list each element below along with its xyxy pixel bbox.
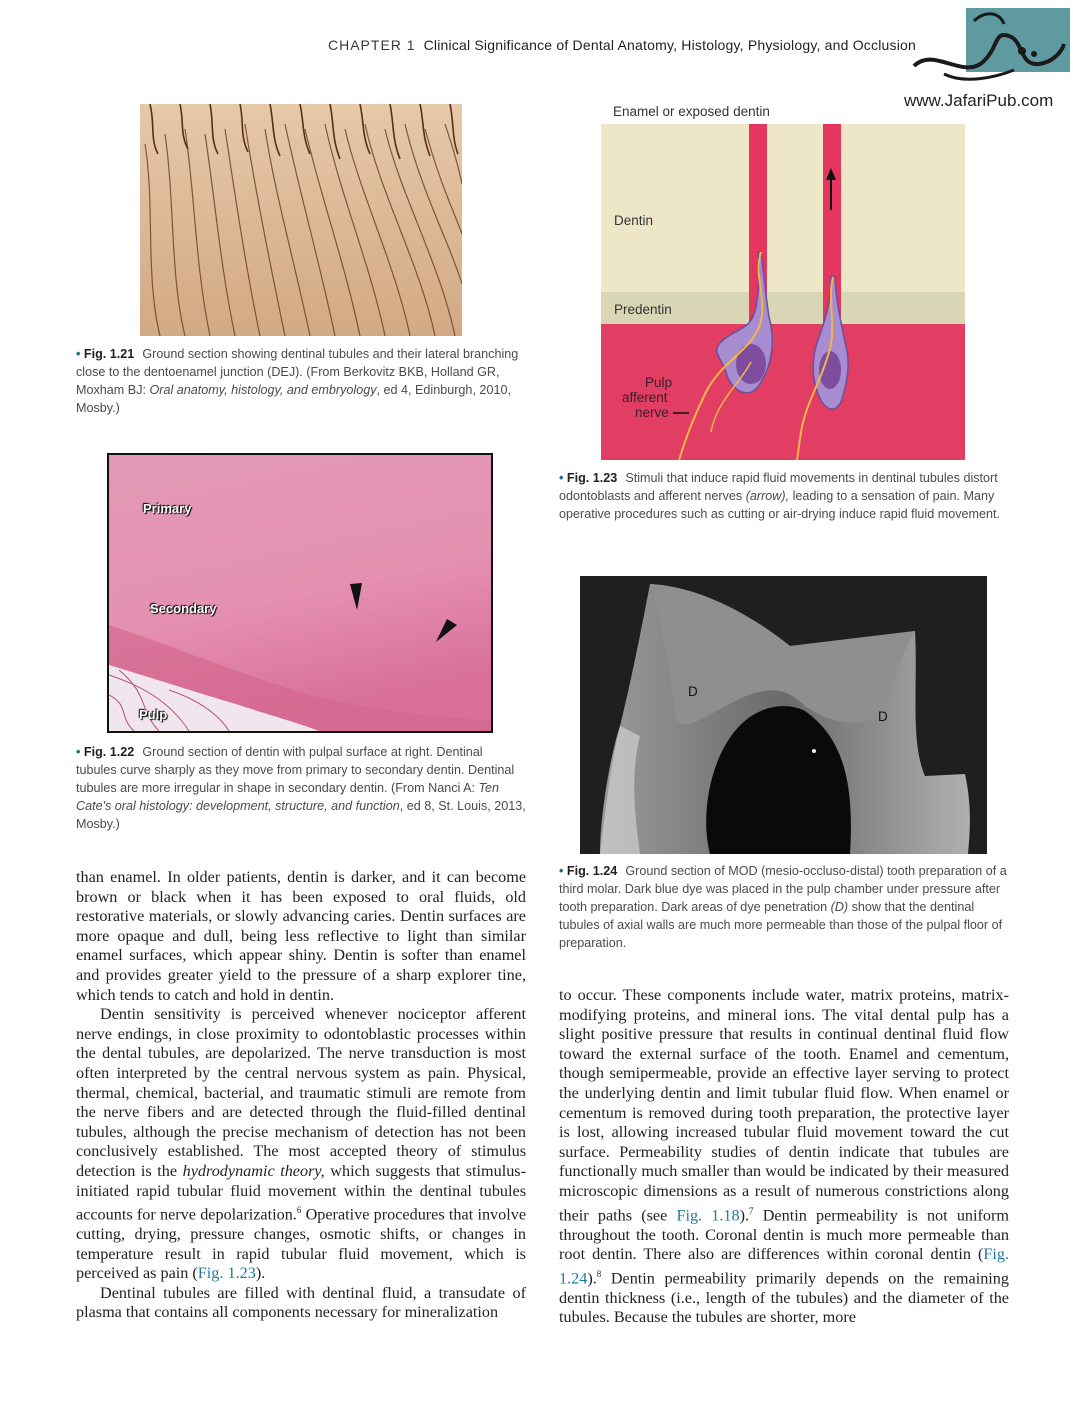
text-run: which suggests that stimulus-initiated rapid tubular fluid movement within the dentinal tubules accounts for nerve depolarization. — [76, 1161, 526, 1224]
label-secondary: Secondary — [150, 601, 217, 616]
label-pulp: Pulp — [139, 707, 168, 722]
caption-text-tail: show that the dentinal tubules of axial walls are much more permeable than those of the pulpal floor of preparation. — [559, 900, 1003, 950]
italic-term: hydrodynamic theory, — [182, 1161, 325, 1180]
figure-link[interactable]: Fig. 1.18 — [676, 1205, 740, 1224]
caption-italic: (arrow), — [745, 489, 790, 503]
text-run: Dentin sensitivity is perceived whenever nociceptor afferent nerve endings, in close proximity to odontoblastic processes within the dental tubules, are depolarized. The nerve transduction is most often interpreted by the central nervous system as pain. Physical, thermal, chemical, bacterial, and traumatic stimuli are remote from the nerve fibers and are detected through the fluid-filled dentinal tubules, although the precise mechanism of detection has not been conclusively established. The most accepted theory of stimulus detection is the — [76, 1005, 526, 1180]
fig-1-23-caption — [559, 469, 1009, 523]
fig-1-22-caption — [76, 743, 526, 833]
caption-book-title: Ten Cate's oral histology: development, structure, and function — [76, 781, 500, 813]
fig-1-24-image — [580, 576, 987, 854]
text-run: Dentin permeability primarily depends on the remaining dentin thickness (i.e., length of the tubules) and the diameter of the tubules. Because the tubules are shorter, more — [559, 1269, 1009, 1327]
paragraph-2 — [76, 1005, 526, 1284]
footnote-ref[interactable]: 6 — [296, 1205, 302, 1216]
text-run: ). — [739, 1205, 750, 1224]
fig-label: Fig. 1.24 — [566, 864, 618, 878]
left-column-text — [76, 868, 526, 1323]
caption-italic: (D) — [830, 900, 849, 914]
label-predentin: Predentin — [614, 302, 672, 317]
caption-text: Ground section of dentin with pulpal surface at right. Dentinal tubules curve sharply as they move from primary to secondary dentin. Dentinal tubules are more irregular in shape in secondary dentin. (From Nanci A: — [76, 745, 515, 795]
fig-1-21-caption — [76, 345, 526, 417]
mod-preparation-photo — [580, 576, 987, 854]
chapter-number: CHAPTER 1 — [328, 37, 416, 53]
caption-bullet-icon: • — [76, 745, 84, 759]
label-dentin: Dentin — [614, 213, 654, 228]
label-primary: Primary — [143, 501, 192, 516]
paragraph-continued — [559, 986, 1009, 1328]
fig-1-23-diagram — [601, 102, 965, 460]
caption-bullet-icon: • — [559, 864, 567, 878]
caption-text-tail: leading to a sensation of pain. Many operative procedures such as cutting or air-drying induce rapid fluid movement. — [559, 489, 1001, 521]
text-run: Operative procedures that involve cutting, drying, pressure changes, osmotic shifts, or changes in temperature result in rapid tubular fluid movement, which is perceived as pain ( — [76, 1205, 526, 1283]
label-d-left: D — [688, 684, 698, 699]
dentinal-tubules-micrograph — [140, 104, 462, 336]
text-run: to occur. These components include water, matrix proteins, matrix-modifying proteins, and mineral ions. The vital dental pulp has a slight positive pressure that results in continual dentinal fluid flow toward the external surface of the tooth. Enamel and cementum, though semipermeable, provide an effective layer serving to protect the underlying dentin and limit tubular fluid flow. When enamel or cementum is removed during tooth preparation, the protective layer is lost, allowing increased tubular fluid movement toward the cut surface. Permeability studies of dentin indicate that tubules are functionally much smaller than would be indicated by their measured microscopic dimensions as a result of numerous constrictions along their paths (see — [559, 986, 1009, 1224]
paragraph-1: than enamel. In older patients, dentin is darker, and it can become brown or black when it has been exposed to oral fluids, old restorative materials, or slowly advancing caries. Dentin surfaces are more opaque and dull, being less reflective to light than similar enamel surfaces, which appear shiny. Dentin is softer than enamel and provides greater yield to the pressure of a sharp explorer tine, which tends to catch and hold in dentin. — [76, 868, 526, 1004]
chapter-title: Clinical Significance of Dental Anatomy, Histology, Physiology, and Occlusion — [423, 37, 916, 53]
caption-bullet-icon: • — [559, 471, 567, 485]
caption-book-title: Oral anatomy, histology, and embryology — [149, 383, 377, 397]
fig-1-21-image — [140, 104, 462, 336]
text-run: ). — [587, 1269, 597, 1288]
text-run: ). — [255, 1264, 266, 1283]
logo-url: www.JafariPub.com — [904, 91, 1054, 110]
running-header — [328, 37, 916, 53]
right-column-text — [559, 986, 1009, 1328]
logo-calligraphy-icon — [904, 6, 1070, 90]
caption-text: Ground section of MOD (mesio-occluso-distal) tooth preparation of a third molar. Dark blue dye was placed in the pulp chamber under pressure after tooth preparation. Dark areas of dye penetration — [559, 864, 1007, 914]
caption-text-tail: , ed 8, St. Louis, 2013, Mosby.) — [76, 799, 526, 831]
label-afferent: afferent — [622, 390, 668, 405]
fig-1-22-image — [107, 453, 493, 733]
footnote-ref[interactable]: 8 — [596, 1268, 602, 1279]
fig-label: Fig. 1.22 — [83, 745, 135, 759]
footnote-ref[interactable]: 7 — [749, 1205, 754, 1216]
label-d-right: D — [878, 709, 888, 724]
caption-text: Stimuli that induce rapid fluid movements in dentinal tubules distort odontoblasts and afferent nerves — [559, 471, 998, 503]
publisher-logo — [904, 6, 1070, 112]
figure-link[interactable]: Fig. 1.23 — [197, 1264, 256, 1283]
fig-1-24-caption — [559, 862, 1009, 952]
label-nerve: nerve — [635, 405, 669, 420]
label-enamel-exposed-dentin: Enamel or exposed dentin — [613, 104, 770, 119]
text-run: Dentin permeability is not uniform throughout the tooth. Coronal dentin is much more permeable than root dentin. There also are differences within coronal dentin ( — [559, 1205, 1009, 1264]
caption-text-tail: , ed 4, Edinburgh, 2010, Mosby.) — [76, 383, 511, 415]
label-pulp: Pulp — [645, 375, 673, 390]
primary-secondary-dentin-micrograph — [109, 455, 491, 731]
fig-label: Fig. 1.23 — [566, 471, 618, 485]
caption-text: Ground section showing dentinal tubules and their lateral branching close to the dentoenamel junction (DEJ). (From Berkovitz BKB, Holland GR, Moxham BJ: — [76, 347, 519, 397]
caption-bullet-icon: • — [76, 347, 84, 361]
paragraph-3: Dentinal tubules are filled with dentinal fluid, a transudate of plasma that contains all components necessary for mineralization — [76, 1283, 526, 1322]
fig-label: Fig. 1.21 — [83, 347, 135, 361]
figure-link[interactable]: Fig. 1.24 — [559, 1245, 1009, 1288]
